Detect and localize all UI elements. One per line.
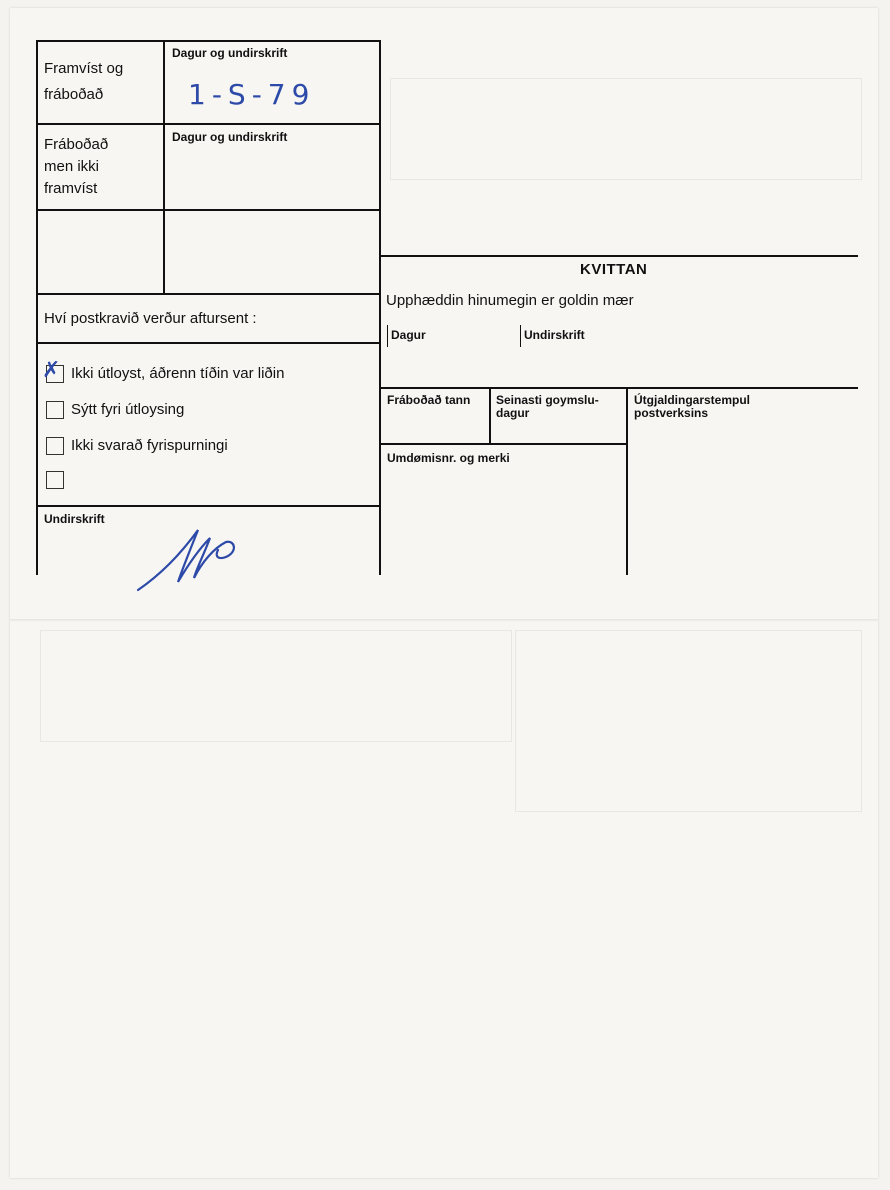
handwritten-signature (130, 520, 250, 600)
row-divider (36, 209, 381, 211)
reason-checkbox-3[interactable] (46, 437, 64, 455)
reason-checkbox-4[interactable] (46, 471, 64, 489)
handwritten-x-mark: ✗ (42, 358, 61, 383)
left-outer-border (36, 40, 38, 575)
receipt-col-divider (489, 387, 491, 444)
receipt-date-label: Dagur (391, 328, 426, 342)
row-divider (36, 342, 381, 344)
row-divider (36, 505, 381, 507)
signature-label: Undirskrift (44, 512, 105, 526)
left-top-border (36, 40, 381, 42)
receipt-top-border (381, 255, 858, 257)
receipt-title: KVITTAN (580, 261, 648, 278)
last-storage-day-label: Seinasti goymslu- dagur (496, 393, 599, 420)
receipt-subtitle: Upphæddin hinumegin er goldin mær (386, 292, 634, 309)
handwritten-date[interactable]: 1-S-79 (188, 78, 316, 111)
reason-label-1: Ikki útloyst, áðrenn tíðin var liðin (71, 365, 285, 382)
center-divider (379, 40, 381, 575)
payment-stamp-label: Útgjaldingarstempul postverksins (634, 393, 751, 420)
date-field-tick (387, 325, 388, 347)
receipt-row-divider (381, 443, 627, 445)
receipt-col-divider (626, 387, 628, 575)
row2-date-signature-label: Dagur og undirskrift (172, 130, 288, 144)
row-divider (36, 123, 381, 125)
reason-checkbox-2[interactable] (46, 401, 64, 419)
reason-label-3: Ikki svarað fyrispurningi (71, 437, 228, 454)
paper-fold (10, 619, 878, 622)
show-through-box (40, 630, 512, 742)
notified-not-presented-label: Fráboðað men ikki framvíst (44, 136, 109, 197)
reason-label-2: Sýtt fyri útloysing (71, 401, 185, 418)
receipt-signature-label: Undirskrift (524, 328, 585, 342)
notified-date-label: Fráboðað tann (387, 393, 471, 407)
presented-label: Framvíst og fráboðað (44, 60, 124, 103)
row-divider (36, 293, 381, 295)
receipt-row-divider (381, 387, 858, 389)
signature-field-tick (520, 325, 521, 347)
row1-date-signature-label: Dagur og undirskrift (172, 46, 288, 60)
show-through-box (515, 630, 862, 812)
return-reason-heading: Hví postkravið verður aftursent : (44, 310, 257, 327)
district-number-label: Umdømisnr. og merki (387, 451, 510, 465)
show-through-box (390, 78, 862, 180)
left-inner-divider (163, 40, 165, 293)
